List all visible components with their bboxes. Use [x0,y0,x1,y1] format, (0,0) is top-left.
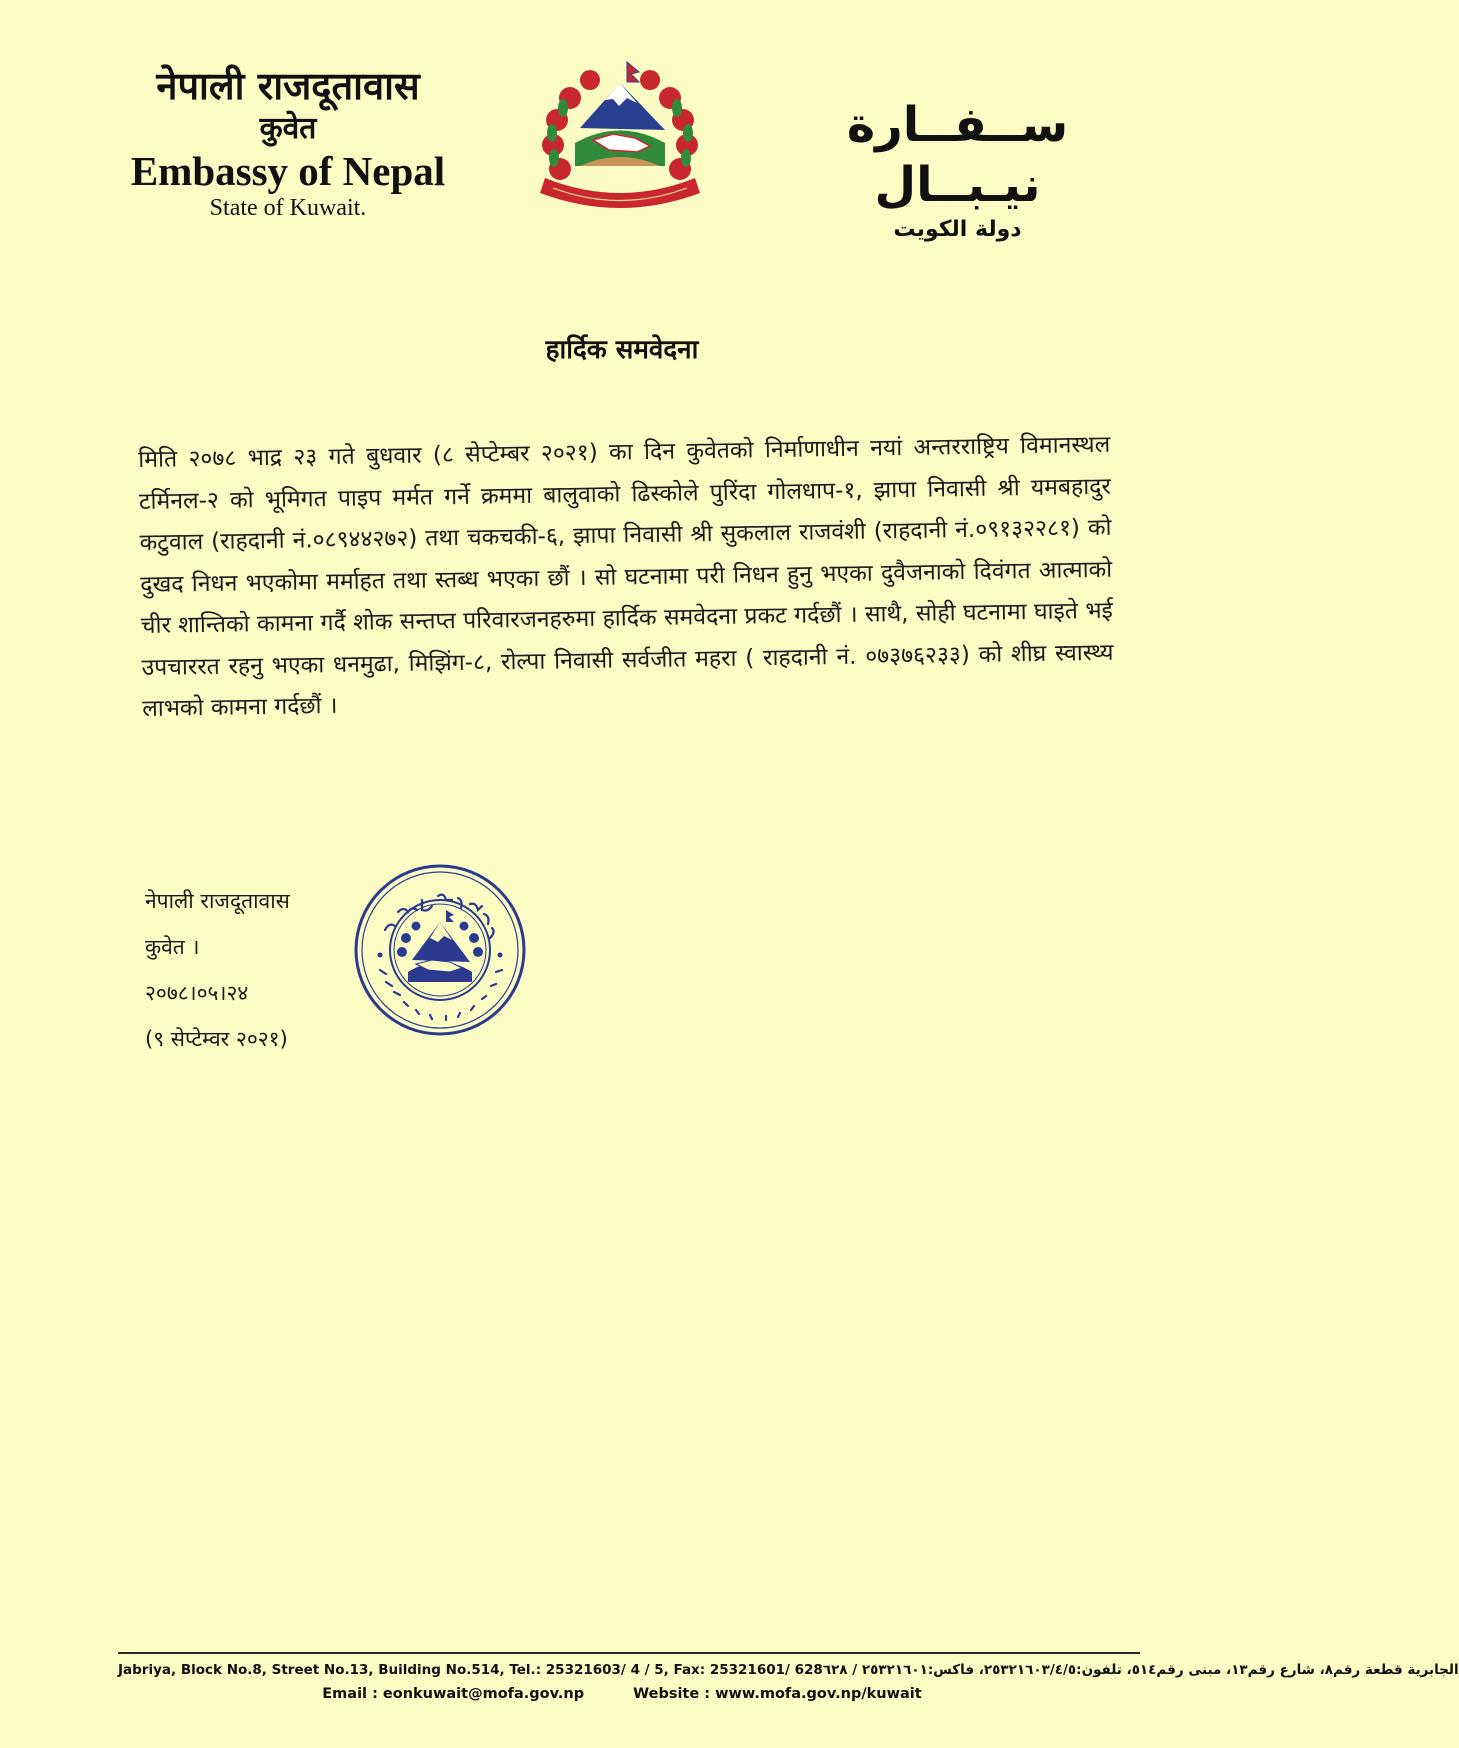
embassy-seal-icon [350,860,530,1040]
nepali-embassy-title: नेपाली राजदूतावास [156,64,420,108]
signature-block [145,878,290,1062]
letterhead-right [760,95,1155,245]
footer-rule [118,1652,1140,1654]
footer-website[interactable]: Website : www.mofa.gov.np/kuwait [633,1686,922,1702]
english-state-name: State of Kuwait. [209,195,367,221]
footer-address-en: Jabriya, Block No.8, Street No.13, Building No.514, Tel.: 25321603/ 4 / 5, Fax: 25321601/ 628 [118,1662,823,1678]
nepal-coat-of-arms-icon [525,48,715,218]
footer-contact [0,1686,1244,1702]
footer-address-ar: الجابرية قطعة رقم٨، شارع رقم١٣، مبنى رقم٥١٤، تلفون:٢٥٣٢١٦٠٣/٤/٥، فاكس:٢٥٣٢١٦٠١ / ٦٢٨ [822,1662,1459,1678]
signature-date-ad: (९ सेप्टेम्वर २०२१) [145,1027,288,1051]
arabic-embassy-title: ســفــارة نيـبــال [846,97,1069,213]
footer-address [118,1662,1459,1678]
arabic-state-name: دولة الكويت [893,217,1022,242]
signature-date-bs: २०७८।०५।२४ [145,981,249,1005]
letter-body: मिति २०७८ भाद्र २३ गते बुधवार (८ सेप्टेम्बर २०२१) का दिन कुवेतको निर्माणाधीन नयां अन्तरराष्ट्रिय विमानस्थल टर्मिनल-२ को भूमिगत पाइप मर्मत गर्ने क्रममा बालुवाको ढिस्कोले पुरिंदा गोलधाप-१, झापा निवासी श्री यमबहादुर कटुवाल (राहदानी नं.०८९४४२७२) तथा चकचकी-६, झापा निवासी श्री सुकलाल राजवंशी (राहदानी नं.०९१३२२८१) को दुखद निधन भएकोमा मर्माहत तथा स्तब्ध भएका छौं । सो घटनामा परी निधन हुनु भएका दुवैजनाको दिवंगत आत्माको चीर शान्तिको कामना गर्दै शोक सन्तप्त परिवारजनहरुमा हार्दिक समवेदना प्रकट गर्दछौं । साथै, सोही घटनामा घाइते भई उपचाररत रहनु भएका धनमुढा, मिझिंग-८, रोल्पा निवासी सर्वजीत महरा ( राहदानी नं. ०७३७६२३३) को शीघ्र स्वास्थ्य लाभको कामना गर्दछौं । [138,431,1114,722]
footer-email[interactable]: Email : eonkuwait@mofa.gov.np [322,1686,585,1702]
signature-org: नेपाली राजदूतावास [145,889,290,913]
letter-subject: हार्दिक समवेदना [545,335,699,365]
letterhead-left [98,62,478,222]
nepali-country-name: कुवेत [259,111,317,146]
english-embassy-title: Embassy of Nepal [130,148,446,194]
signature-place: कुवेत । [145,935,200,959]
